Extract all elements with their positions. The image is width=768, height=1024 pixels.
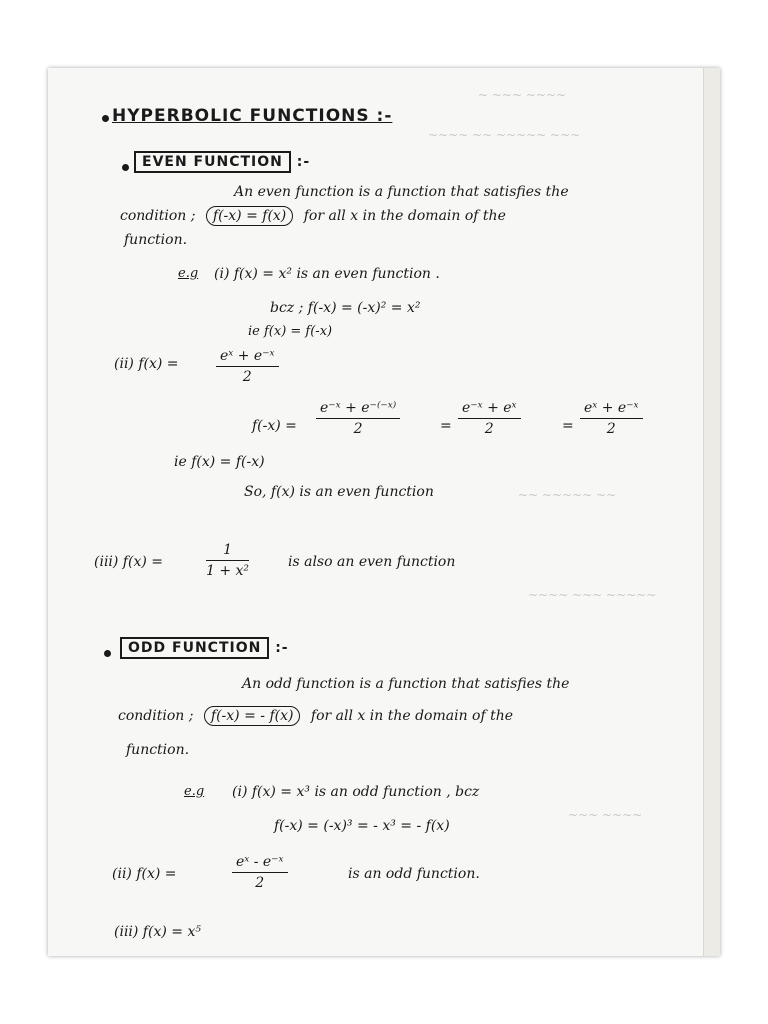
equals-sign: = bbox=[440, 418, 452, 434]
even-example-3-label: (iii) f(x) = bbox=[94, 554, 163, 570]
odd-def-line1: An odd function is a function that satisfies the bbox=[242, 676, 570, 692]
odd-eg-label: e.g bbox=[184, 784, 205, 799]
bullet-dot bbox=[122, 164, 129, 171]
even-example-1-ie: ie f(x) = f(-x) bbox=[248, 324, 333, 339]
even-example-3-rest: is also an even function bbox=[288, 554, 456, 570]
fraction-denominator: 2 bbox=[353, 421, 363, 437]
even-example-2-conclusion: So, f(x) is an even function bbox=[244, 484, 434, 500]
bullet-dot bbox=[104, 650, 111, 657]
equals-sign: = bbox=[562, 418, 574, 434]
odd-example-2-label: (ii) f(x) = bbox=[112, 866, 177, 882]
fraction-denominator: 2 bbox=[242, 369, 252, 385]
even-heading-box bbox=[134, 154, 310, 170]
fraction-numerator: eˣ - e⁻ˣ bbox=[232, 854, 288, 873]
fraction-denominator: 1 + x² bbox=[206, 563, 250, 579]
even-example-2-ie: ie f(x) = f(-x) bbox=[174, 454, 265, 470]
bleed-through-text: ~~~~ ~~ ~~~~~ ~~~ bbox=[428, 128, 581, 142]
odd-example-2-fraction bbox=[232, 854, 288, 891]
even-def-line2 bbox=[120, 208, 506, 224]
fraction-denominator: 2 bbox=[484, 421, 494, 437]
even-example-2-label: (ii) f(x) = bbox=[114, 356, 179, 372]
even-def-line3: function. bbox=[124, 232, 188, 248]
even-example-2-lhs: f(-x) = bbox=[252, 418, 297, 434]
even-heading: EVEN FUNCTION bbox=[134, 151, 291, 173]
bullet-dot bbox=[102, 115, 109, 122]
odd-example-3: (iii) f(x) = x⁵ bbox=[114, 924, 201, 940]
odd-cond-label: condition ; bbox=[118, 708, 194, 724]
odd-example-1-calc: f(-x) = (-x)³ = - x³ = - f(x) bbox=[274, 818, 450, 834]
bleed-through-text: ~~~ ~~~~ bbox=[568, 808, 643, 822]
even-step-fraction-1 bbox=[316, 400, 400, 437]
notebook-page bbox=[48, 68, 720, 956]
odd-def-rest: for all x in the domain of the bbox=[310, 708, 514, 724]
odd-heading: ODD FUNCTION bbox=[120, 637, 269, 659]
even-def-rest: for all x in the domain of the bbox=[303, 208, 506, 224]
odd-heading-suffix: :- bbox=[275, 640, 289, 656]
even-step-fraction-2 bbox=[458, 400, 521, 437]
even-example-1-bcz: bcz ; f(-x) = (-x)² = x² bbox=[270, 300, 421, 316]
fraction-numerator: e⁻ˣ + e⁻⁽⁻ˣ⁾ bbox=[316, 400, 400, 419]
odd-heading-box bbox=[120, 640, 289, 656]
page-edge bbox=[703, 68, 720, 956]
odd-condition: f(-x) = - f(x) bbox=[204, 706, 301, 726]
even-example-1: (i) f(x) = x² is an even function . bbox=[214, 266, 440, 282]
even-example-3-fraction bbox=[206, 542, 249, 579]
odd-example-2-rest: is an odd function. bbox=[348, 866, 480, 882]
odd-example-1: (i) f(x) = x³ is an odd function , bcz bbox=[232, 784, 480, 800]
even-condition: f(-x) = f(x) bbox=[206, 206, 293, 226]
fraction-numerator: eˣ + e⁻ˣ bbox=[216, 348, 279, 367]
fraction-denominator: 2 bbox=[606, 421, 616, 437]
odd-def-line3: function. bbox=[126, 742, 190, 758]
fraction-numerator: 1 bbox=[206, 542, 249, 561]
page-title: HYPERBOLIC FUNCTIONS :- bbox=[112, 106, 393, 126]
bleed-through-text: ~~~~ ~~~ ~~~~~ bbox=[528, 588, 657, 602]
fraction-numerator: eˣ + e⁻ˣ bbox=[580, 400, 643, 419]
bleed-through-text: ~ ~~~ ~~~~ bbox=[478, 88, 567, 102]
even-cond-label: condition ; bbox=[120, 208, 196, 224]
even-eg-label: e.g bbox=[178, 266, 199, 281]
even-heading-suffix: :- bbox=[296, 154, 311, 170]
even-step-fraction-3 bbox=[580, 400, 643, 437]
odd-def-line2 bbox=[118, 708, 513, 724]
bleed-through-text: ~~ ~~~~~ ~~ bbox=[518, 488, 617, 502]
even-example-2-fraction bbox=[216, 348, 279, 385]
even-def-line1: An even function is a function that satisfies the bbox=[234, 184, 569, 200]
fraction-denominator: 2 bbox=[255, 875, 265, 891]
fraction-numerator: e⁻ˣ + eˣ bbox=[458, 400, 521, 419]
